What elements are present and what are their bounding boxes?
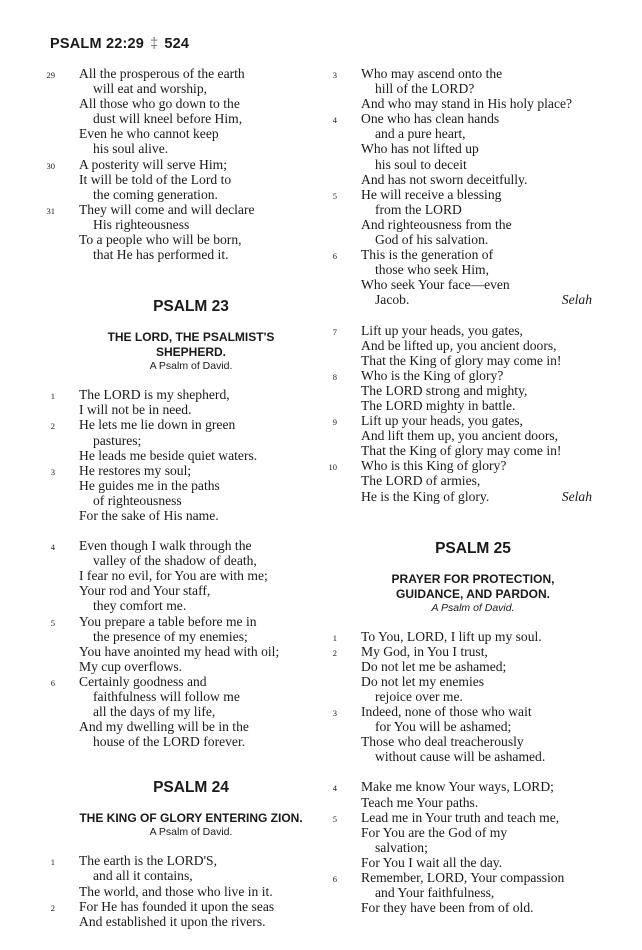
verse-line-text: I will not be in need. bbox=[79, 402, 192, 418]
verse-line bbox=[58, 126, 310, 141]
verse-line-text: Who is the King of glory? bbox=[361, 367, 504, 383]
verse-line-text: faithfulness will follow me bbox=[93, 689, 240, 704]
verse-line bbox=[340, 810, 592, 825]
verse-line-text: And has not sworn deceitfully. bbox=[361, 171, 528, 187]
verse-line bbox=[58, 553, 310, 568]
verse-line-text: without cause will be ashamed. bbox=[375, 749, 546, 765]
verse-line-text: Lead me in Your truth and teach me, bbox=[361, 809, 560, 825]
verse-group bbox=[50, 387, 310, 523]
verse-line-text: Jacob. bbox=[375, 292, 410, 308]
verse bbox=[50, 898, 310, 929]
verse-line-text: And lift them up, you ancient doors, bbox=[361, 428, 559, 444]
verse-line bbox=[340, 840, 592, 855]
psalm-title: PSALM 23 bbox=[153, 298, 229, 316]
verse bbox=[332, 66, 592, 112]
verse bbox=[332, 247, 592, 308]
verse-line bbox=[58, 141, 310, 156]
verse-line-text: rejoice over me. bbox=[375, 689, 463, 704]
verse-number: 5 bbox=[50, 617, 55, 628]
verse-line bbox=[340, 749, 592, 764]
verse-number: 2 bbox=[50, 902, 55, 913]
psalm-superscript: GUIDANCE, AND PARDON. bbox=[395, 586, 550, 601]
verse bbox=[332, 367, 592, 413]
verse-line-text: And established it upon the rivers. bbox=[79, 913, 266, 929]
verse-line-text: He is the King of glory. bbox=[361, 488, 490, 504]
verse-line bbox=[340, 66, 592, 81]
verse-line-text: For He has founded it upon the seas bbox=[79, 898, 275, 914]
verse-line-text: My God, in You I trust, bbox=[361, 643, 488, 659]
psalm-superscript: PRAYER FOR PROTECTION, bbox=[391, 571, 555, 586]
verse-line-text: That the King of glory may come in! bbox=[361, 352, 562, 368]
verse-number: 2 bbox=[50, 421, 55, 432]
verse-line-text: Do not let me be ashamed; bbox=[361, 658, 507, 674]
verse-line bbox=[58, 538, 310, 553]
verse-line-text: The LORD of armies, bbox=[361, 473, 481, 489]
verse-line bbox=[340, 779, 592, 794]
verse-line bbox=[340, 247, 592, 262]
verse-number: 4 bbox=[332, 115, 337, 126]
verse-group bbox=[332, 779, 592, 916]
verse-line bbox=[58, 614, 310, 629]
verse-line bbox=[58, 417, 310, 432]
verse-line-text: Your rod and Your staff, bbox=[79, 583, 211, 599]
verse bbox=[332, 322, 592, 368]
verse-line bbox=[340, 795, 592, 810]
verse bbox=[332, 870, 592, 916]
verse-line bbox=[58, 734, 310, 749]
verse-line-text: dust will kneel before Him, bbox=[93, 111, 243, 127]
verse-line bbox=[340, 458, 592, 473]
verse-line bbox=[340, 172, 592, 187]
verse-number: 6 bbox=[50, 677, 55, 688]
verse-line-text: This is the generation of bbox=[361, 247, 494, 263]
verse-line-text: Remember, LORD, Your compassion bbox=[361, 870, 565, 886]
verse-line-text: the coming generation. bbox=[93, 186, 218, 202]
verse-line-text: Indeed, none of those who wait bbox=[361, 704, 532, 720]
verse-line bbox=[340, 825, 592, 840]
verse bbox=[332, 628, 592, 644]
verse-line-text: He restores my soul; bbox=[79, 462, 192, 478]
verse-line-text: house of the LORD forever. bbox=[93, 734, 246, 750]
verse-line-text: And who may stand in His holy place? bbox=[361, 96, 573, 112]
verse bbox=[332, 809, 592, 870]
verse-group bbox=[332, 628, 592, 765]
verse-line-text: The LORD strong and mighty, bbox=[361, 382, 528, 398]
verse-number: 6 bbox=[332, 251, 337, 262]
verse-line bbox=[58, 187, 310, 202]
verse-line bbox=[340, 489, 592, 504]
verse-line-text: To a people who will be born, bbox=[79, 232, 242, 248]
verse-line-text: All those who go down to the bbox=[79, 96, 240, 112]
psalm-superscript: THE KING OF GLORY ENTERING ZION. bbox=[79, 811, 303, 826]
verse-line bbox=[58, 157, 310, 172]
verse-line-text: Lift up your heads, you gates, bbox=[361, 322, 523, 338]
verse-line bbox=[340, 232, 592, 247]
verse-line bbox=[58, 433, 310, 448]
verse-line-text: and all it contains, bbox=[93, 868, 193, 884]
verse-line bbox=[58, 884, 310, 899]
verse-line-text: Teach me Your paths. bbox=[361, 794, 479, 810]
verse bbox=[50, 417, 310, 463]
verse-line bbox=[58, 508, 310, 523]
selah-marker: Selah bbox=[561, 292, 592, 308]
verse-line-text: The LORD mighty in battle. bbox=[361, 397, 516, 413]
verse-line bbox=[58, 598, 310, 613]
verse-line bbox=[340, 629, 592, 644]
verse-line-text: from the LORD bbox=[375, 201, 462, 217]
verse-line bbox=[58, 96, 310, 111]
verse-line-text: He lets me lie down in green bbox=[79, 417, 236, 433]
verse-line bbox=[58, 914, 310, 929]
verse-line bbox=[340, 323, 592, 338]
running-header bbox=[50, 36, 189, 52]
verse-line bbox=[340, 734, 592, 749]
verse-group bbox=[50, 853, 310, 929]
verse-line-text: It will be told of the Lord to bbox=[79, 171, 232, 187]
verse-line bbox=[58, 493, 310, 508]
verse bbox=[46, 66, 310, 157]
verse-line bbox=[58, 689, 310, 704]
verse-line bbox=[340, 855, 592, 870]
verse-line-text: For You I wait all the day. bbox=[361, 854, 503, 870]
verse-line bbox=[340, 277, 592, 292]
verse-line bbox=[58, 719, 310, 734]
verse-line bbox=[58, 674, 310, 689]
verse-line bbox=[58, 387, 310, 402]
verse-line-text: For they have been from of old. bbox=[361, 900, 534, 916]
verse-line bbox=[58, 81, 310, 96]
verse-line bbox=[58, 478, 310, 493]
verse-line bbox=[58, 202, 310, 217]
psalm-title: PSALM 25 bbox=[435, 539, 511, 557]
verse bbox=[46, 201, 310, 263]
psalm-title: PSALM 24 bbox=[153, 779, 229, 797]
verse-line bbox=[58, 111, 310, 126]
verse-line bbox=[340, 368, 592, 383]
psalm-attribution: A Psalm of David. bbox=[431, 601, 515, 614]
verse-line-text: The world, and those who live in it. bbox=[79, 883, 273, 899]
verse-line bbox=[340, 353, 592, 368]
verse-line bbox=[340, 81, 592, 96]
verse-line-text: of righteousness bbox=[93, 492, 182, 508]
verse-number: 5 bbox=[332, 813, 337, 824]
verse-number: 1 bbox=[332, 632, 337, 643]
verse-line bbox=[340, 141, 592, 156]
verse-line bbox=[58, 448, 310, 463]
verse bbox=[50, 462, 310, 523]
verse-line bbox=[340, 292, 592, 307]
verse-number: 5 bbox=[332, 190, 337, 201]
left-column bbox=[46, 66, 310, 929]
verse-line-text: valley of the shadow of death, bbox=[93, 553, 257, 569]
verse-line-text: his soul to deceit bbox=[375, 156, 467, 172]
verse-line-text: To You, LORD, I lift up my soul. bbox=[361, 628, 542, 644]
verse bbox=[332, 643, 592, 704]
psalm-superscript: THE LORD, THE PSALMIST'S SHEPHERD. bbox=[107, 330, 275, 360]
verse-line bbox=[340, 126, 592, 141]
verse-number: 8 bbox=[332, 371, 337, 382]
verse-line bbox=[340, 885, 592, 900]
verse-line-text: For the sake of His name. bbox=[79, 507, 219, 523]
verse-line-text: his soul alive. bbox=[93, 141, 169, 157]
verse-line bbox=[340, 413, 592, 428]
verse-line bbox=[58, 232, 310, 247]
psalm-attribution: A Psalm of David. bbox=[149, 826, 233, 839]
verse-line bbox=[340, 383, 592, 398]
verse-line bbox=[340, 704, 592, 719]
verse-line-text: God of his salvation. bbox=[375, 232, 489, 248]
verse bbox=[332, 111, 592, 187]
verse-group bbox=[328, 322, 592, 504]
verse-line-text: That the King of glory may come in! bbox=[361, 443, 562, 459]
selah-marker: Selah bbox=[561, 488, 592, 504]
verse-line-text: A posterity will serve Him; bbox=[79, 156, 228, 172]
verse-line-text: My cup overflows. bbox=[79, 658, 183, 674]
verse-line-text: Who seek Your face—even bbox=[361, 277, 510, 293]
verse-line-text: will eat and worship, bbox=[93, 81, 208, 97]
verse-line bbox=[340, 443, 592, 458]
page-number: 524 bbox=[164, 36, 190, 52]
verse-line bbox=[58, 629, 310, 644]
verse-line-text: Even he who cannot keep bbox=[79, 126, 219, 142]
verse-line bbox=[58, 583, 310, 598]
verse-line-text: Who may ascend onto the bbox=[361, 66, 503, 81]
verse-line bbox=[58, 899, 310, 914]
verse-line-text: all the days of my life, bbox=[93, 704, 216, 720]
verse-line-text: for You will be ashamed; bbox=[375, 719, 512, 735]
verse-line bbox=[340, 202, 592, 217]
verse-line-text: He leads me beside quiet waters. bbox=[79, 447, 258, 463]
verse-line bbox=[340, 217, 592, 232]
verse bbox=[328, 458, 592, 504]
verse-line bbox=[58, 568, 310, 583]
verse-line-text: and a pure heart, bbox=[375, 126, 466, 142]
verse-line-text: Lift up your heads, you gates, bbox=[361, 413, 523, 429]
verse-line-text: You have anointed my head with oil; bbox=[79, 643, 280, 659]
verse-line-text: Make me know Your ways, LORD; bbox=[361, 779, 554, 795]
verse-number: 10 bbox=[328, 462, 337, 473]
verse-line-text: Who has not lifted up bbox=[361, 141, 479, 157]
verse-line-text: Those who deal treacherously bbox=[361, 734, 524, 750]
verse-line bbox=[340, 398, 592, 413]
verse-line-text: the presence of my enemies; bbox=[93, 628, 248, 644]
verse-line bbox=[340, 473, 592, 488]
verse bbox=[50, 387, 310, 418]
verse-group bbox=[46, 66, 310, 263]
verse-line bbox=[58, 217, 310, 232]
verse-line bbox=[340, 674, 592, 689]
verse-line bbox=[58, 402, 310, 417]
verse-line-text: salvation; bbox=[375, 839, 428, 855]
verse-line-text: that He has performed it. bbox=[93, 247, 229, 263]
verse bbox=[50, 853, 310, 899]
verse bbox=[332, 704, 592, 765]
verse-number: 3 bbox=[332, 708, 337, 719]
verse-line bbox=[340, 338, 592, 353]
verse-line-text: Even though I walk through the bbox=[79, 538, 252, 554]
verse-line bbox=[340, 900, 592, 915]
verse-line bbox=[58, 704, 310, 719]
verse bbox=[332, 779, 592, 810]
verse-line-text: The LORD is my shepherd, bbox=[79, 387, 230, 403]
verse-number: 2 bbox=[332, 647, 337, 658]
verse-line-text: For You are the God of my bbox=[361, 824, 508, 840]
verse-line bbox=[58, 172, 310, 187]
verse-line bbox=[58, 644, 310, 659]
verse-line bbox=[340, 644, 592, 659]
verse-number: 3 bbox=[50, 466, 55, 477]
verse-number: 6 bbox=[332, 874, 337, 885]
verse-line bbox=[340, 157, 592, 172]
verse-line-text: they comfort me. bbox=[93, 598, 187, 614]
verse-line-text: All the prosperous of the earth bbox=[79, 66, 245, 81]
verse-line bbox=[340, 111, 592, 126]
verse-line bbox=[58, 463, 310, 478]
verse-line bbox=[340, 96, 592, 111]
verse bbox=[332, 186, 592, 248]
verse-line-text: Do not let my enemies bbox=[361, 673, 485, 689]
verse-number: 30 bbox=[46, 160, 55, 171]
verse-number: 4 bbox=[50, 542, 55, 553]
verse-line-text: And righteousness from the bbox=[361, 216, 512, 232]
verse-line bbox=[58, 853, 310, 868]
header-reference: PSALM 22:29 bbox=[50, 36, 145, 52]
verse-line-text: Who is this King of glory? bbox=[361, 458, 507, 474]
verse-line-text: And my dwelling will be in the bbox=[79, 719, 249, 735]
verse-line-text: Certainly goodness and bbox=[79, 673, 207, 689]
verse-number: 1 bbox=[50, 857, 55, 868]
verse-line-text: One who has clean hands bbox=[361, 111, 500, 127]
verse-line bbox=[58, 247, 310, 262]
verse-line bbox=[58, 659, 310, 674]
verse-line-text: You prepare a table before me in bbox=[79, 613, 257, 629]
verse-line-text: They will come and will declare bbox=[79, 201, 255, 217]
verse-line bbox=[340, 262, 592, 277]
verse-number: 7 bbox=[332, 326, 337, 337]
verse-line-text: The earth is the LORD'S, bbox=[79, 853, 217, 869]
verse-line bbox=[58, 868, 310, 883]
verse bbox=[332, 413, 592, 459]
verse-line bbox=[340, 659, 592, 674]
verse-line bbox=[340, 719, 592, 734]
verse-line-text: pastures; bbox=[93, 432, 142, 448]
verse-number: 3 bbox=[332, 70, 337, 80]
verse-line bbox=[340, 187, 592, 202]
verse bbox=[50, 673, 310, 750]
verse-group bbox=[50, 538, 310, 750]
verse-line bbox=[58, 66, 310, 81]
verse-line bbox=[340, 689, 592, 704]
verse-line-text: hill of the LORD? bbox=[375, 81, 475, 97]
verse bbox=[50, 538, 310, 614]
verse-line-text: His righteousness bbox=[93, 216, 190, 232]
psalm-attribution: A Psalm of David. bbox=[149, 360, 233, 373]
verse-number: 29 bbox=[46, 70, 55, 80]
verse-line-text: And be lifted up, you ancient doors, bbox=[361, 337, 557, 353]
verse-line-text: and Your faithfulness, bbox=[375, 885, 495, 901]
verse-number: 31 bbox=[46, 205, 55, 216]
verse-group bbox=[332, 66, 592, 308]
header-separator: ‡ bbox=[150, 36, 159, 52]
verse-line-text: He guides me in the paths bbox=[79, 477, 220, 493]
verse-number: 1 bbox=[50, 391, 55, 402]
verse-line-text: I fear no evil, for You are with me; bbox=[79, 568, 268, 584]
verse-number: 4 bbox=[332, 783, 337, 794]
verse-line bbox=[340, 428, 592, 443]
right-column bbox=[328, 66, 592, 916]
verse-line bbox=[340, 870, 592, 885]
verse bbox=[50, 613, 310, 674]
verse-line-text: those who seek Him, bbox=[375, 262, 490, 278]
verse-number: 9 bbox=[332, 417, 337, 428]
verse bbox=[46, 156, 310, 202]
verse-line-text: He will receive a blessing bbox=[361, 186, 502, 202]
